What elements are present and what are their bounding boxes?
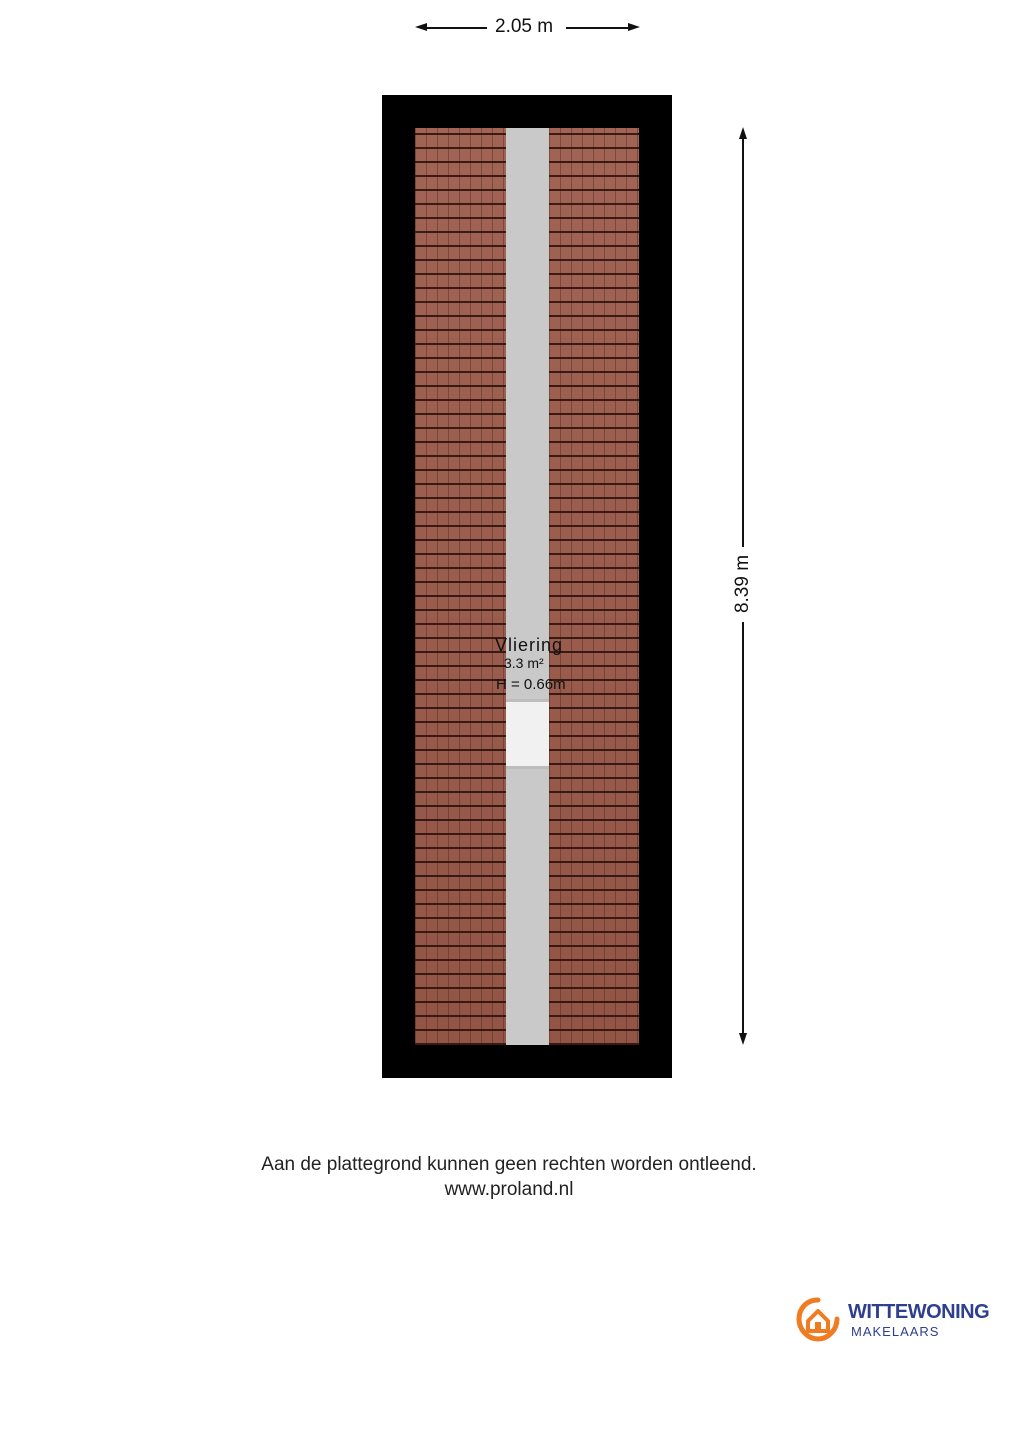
room-name-label: Vliering: [495, 635, 564, 655]
length-arrow-bottom: [739, 1033, 747, 1045]
disclaimer-text: Aan de plattegrond kunnen geen rechten worden ontleend.: [261, 1154, 757, 1175]
length-dimension-label: 8.39 m: [732, 554, 753, 614]
room-height-label: H = 0.66m: [496, 676, 566, 693]
roof-hatch: [506, 699, 549, 769]
house-logo-icon: [796, 1297, 840, 1343]
brand-subtitle: MAKELAARS: [851, 1324, 940, 1339]
width-arrow-right: [628, 23, 640, 31]
roof-tiles-right: [549, 128, 639, 1045]
width-dimension-line-left: [425, 27, 487, 29]
website-text: www.proland.nl: [444, 1179, 574, 1200]
width-dimension-line-right: [566, 27, 628, 29]
width-dimension-label: 2.05 m: [495, 16, 554, 37]
brand-logo: [796, 1297, 1006, 1345]
ridge-walkway: [506, 128, 549, 1045]
length-dimension-line-bottom: [742, 622, 744, 1034]
length-dimension-line-top: [742, 137, 744, 547]
brand-name: WITTEWONING: [848, 1301, 990, 1323]
roof-tiles-left: [415, 128, 506, 1045]
room-area-label: 3.3 m²: [504, 655, 544, 671]
